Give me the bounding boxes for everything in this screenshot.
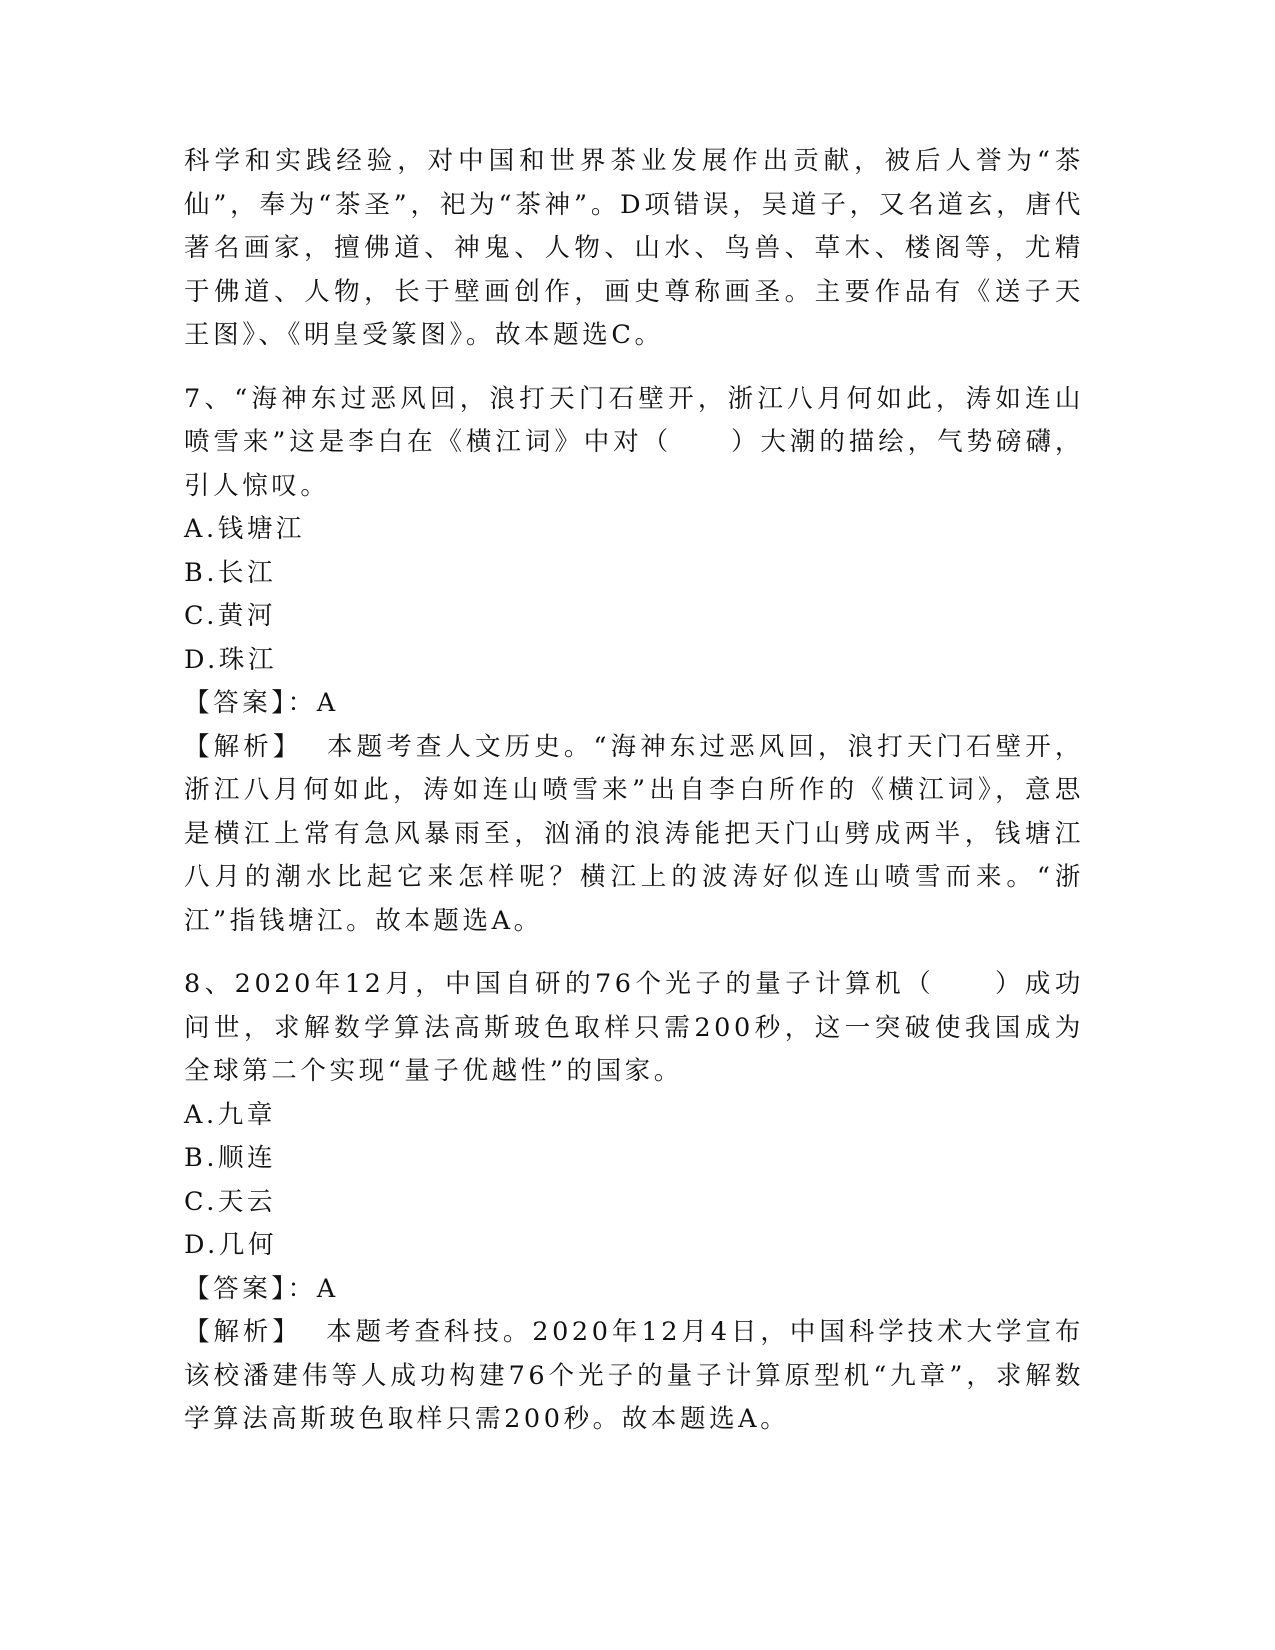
option-c: C.天云 <box>184 1186 277 1217</box>
option-b: B.长江 <box>184 557 277 588</box>
option-d: D.珠江 <box>184 644 278 675</box>
spacer <box>184 943 1084 963</box>
option-a: A.九章 <box>184 1099 276 1130</box>
previous-explanation-continued: 科学和实践经验，对中国和世界茶业发展作出贡献，被后人誉为“茶仙”，奉为“茶圣”，祀为“茶神”。D项错误，吴道子，又名道玄，唐代著名画家，擅佛道、神鬼、人物、山水、鸟兽、草木、楼阁等，尤精于佛道、人物，长于壁画创作，画史尊称画圣。主要作品有《送子天王图》、《明皇受篆图》。故本题选C。 <box>184 146 1084 350</box>
analysis-label: 【解析】 <box>184 1317 302 1347</box>
analysis <box>184 726 1084 944</box>
analysis-label: 【解析】 <box>184 731 303 762</box>
question-stem: 7、“海神东过恶风回，浪打天门石壁开，浙江八月何如此，涛如连山喷雪来”这是李白在《横江词》中对（ ）大潮的描绘，气势磅礴，引人惊叹。 <box>184 383 1084 501</box>
question-stem: 8、2020年12月，中国自研的76个光子的量子计算机（ ）成功问世，求解数学算法高斯玻色取样只需200秒，这一突破使我国成为全球第二个实现“量子优越性”的国家。 <box>184 969 1084 1086</box>
analysis-text: 本题考查人文历史。“海神东过恶风回，浪打天门石壁开，浙江八月何如此，涛如连山喷雪来”出自李白所作的《横江词》，意思是横江上常有急风暴雨至，汹涌的浪涛能把天门山劈成两半，钱塘江八月的潮水比起它来怎样呢？横江上的波涛好似连山喷雪而来。“浙江”指钱塘江。故本题选A。 <box>184 731 1084 936</box>
spacer <box>184 358 1084 378</box>
question-7 <box>184 378 1084 944</box>
analysis-text: 本题考查科技。2020年12月4日，中国科学技术大学宣布该校潘建伟等人成功构建76个光子的量子计算原型机“九章”，求解数学算法高斯玻色取样只需200秒。故本题选A。 <box>184 1317 1084 1434</box>
option-c: C.黄河 <box>184 601 277 631</box>
answer-label: 【答案】： <box>184 1273 317 1304</box>
option-a: A.钱塘江 <box>184 514 306 544</box>
document-body <box>184 140 1084 1442</box>
option-b: B.顺连 <box>184 1143 277 1173</box>
option-d: D.几何 <box>184 1230 278 1260</box>
answer-value: A <box>316 688 339 718</box>
answer-line <box>184 682 1084 726</box>
analysis <box>184 1311 1084 1442</box>
answer-value: A <box>316 1273 339 1304</box>
answer-line <box>184 1268 1084 1312</box>
answer-label: 【答案】： <box>184 688 317 718</box>
question-8 <box>184 963 1084 1442</box>
